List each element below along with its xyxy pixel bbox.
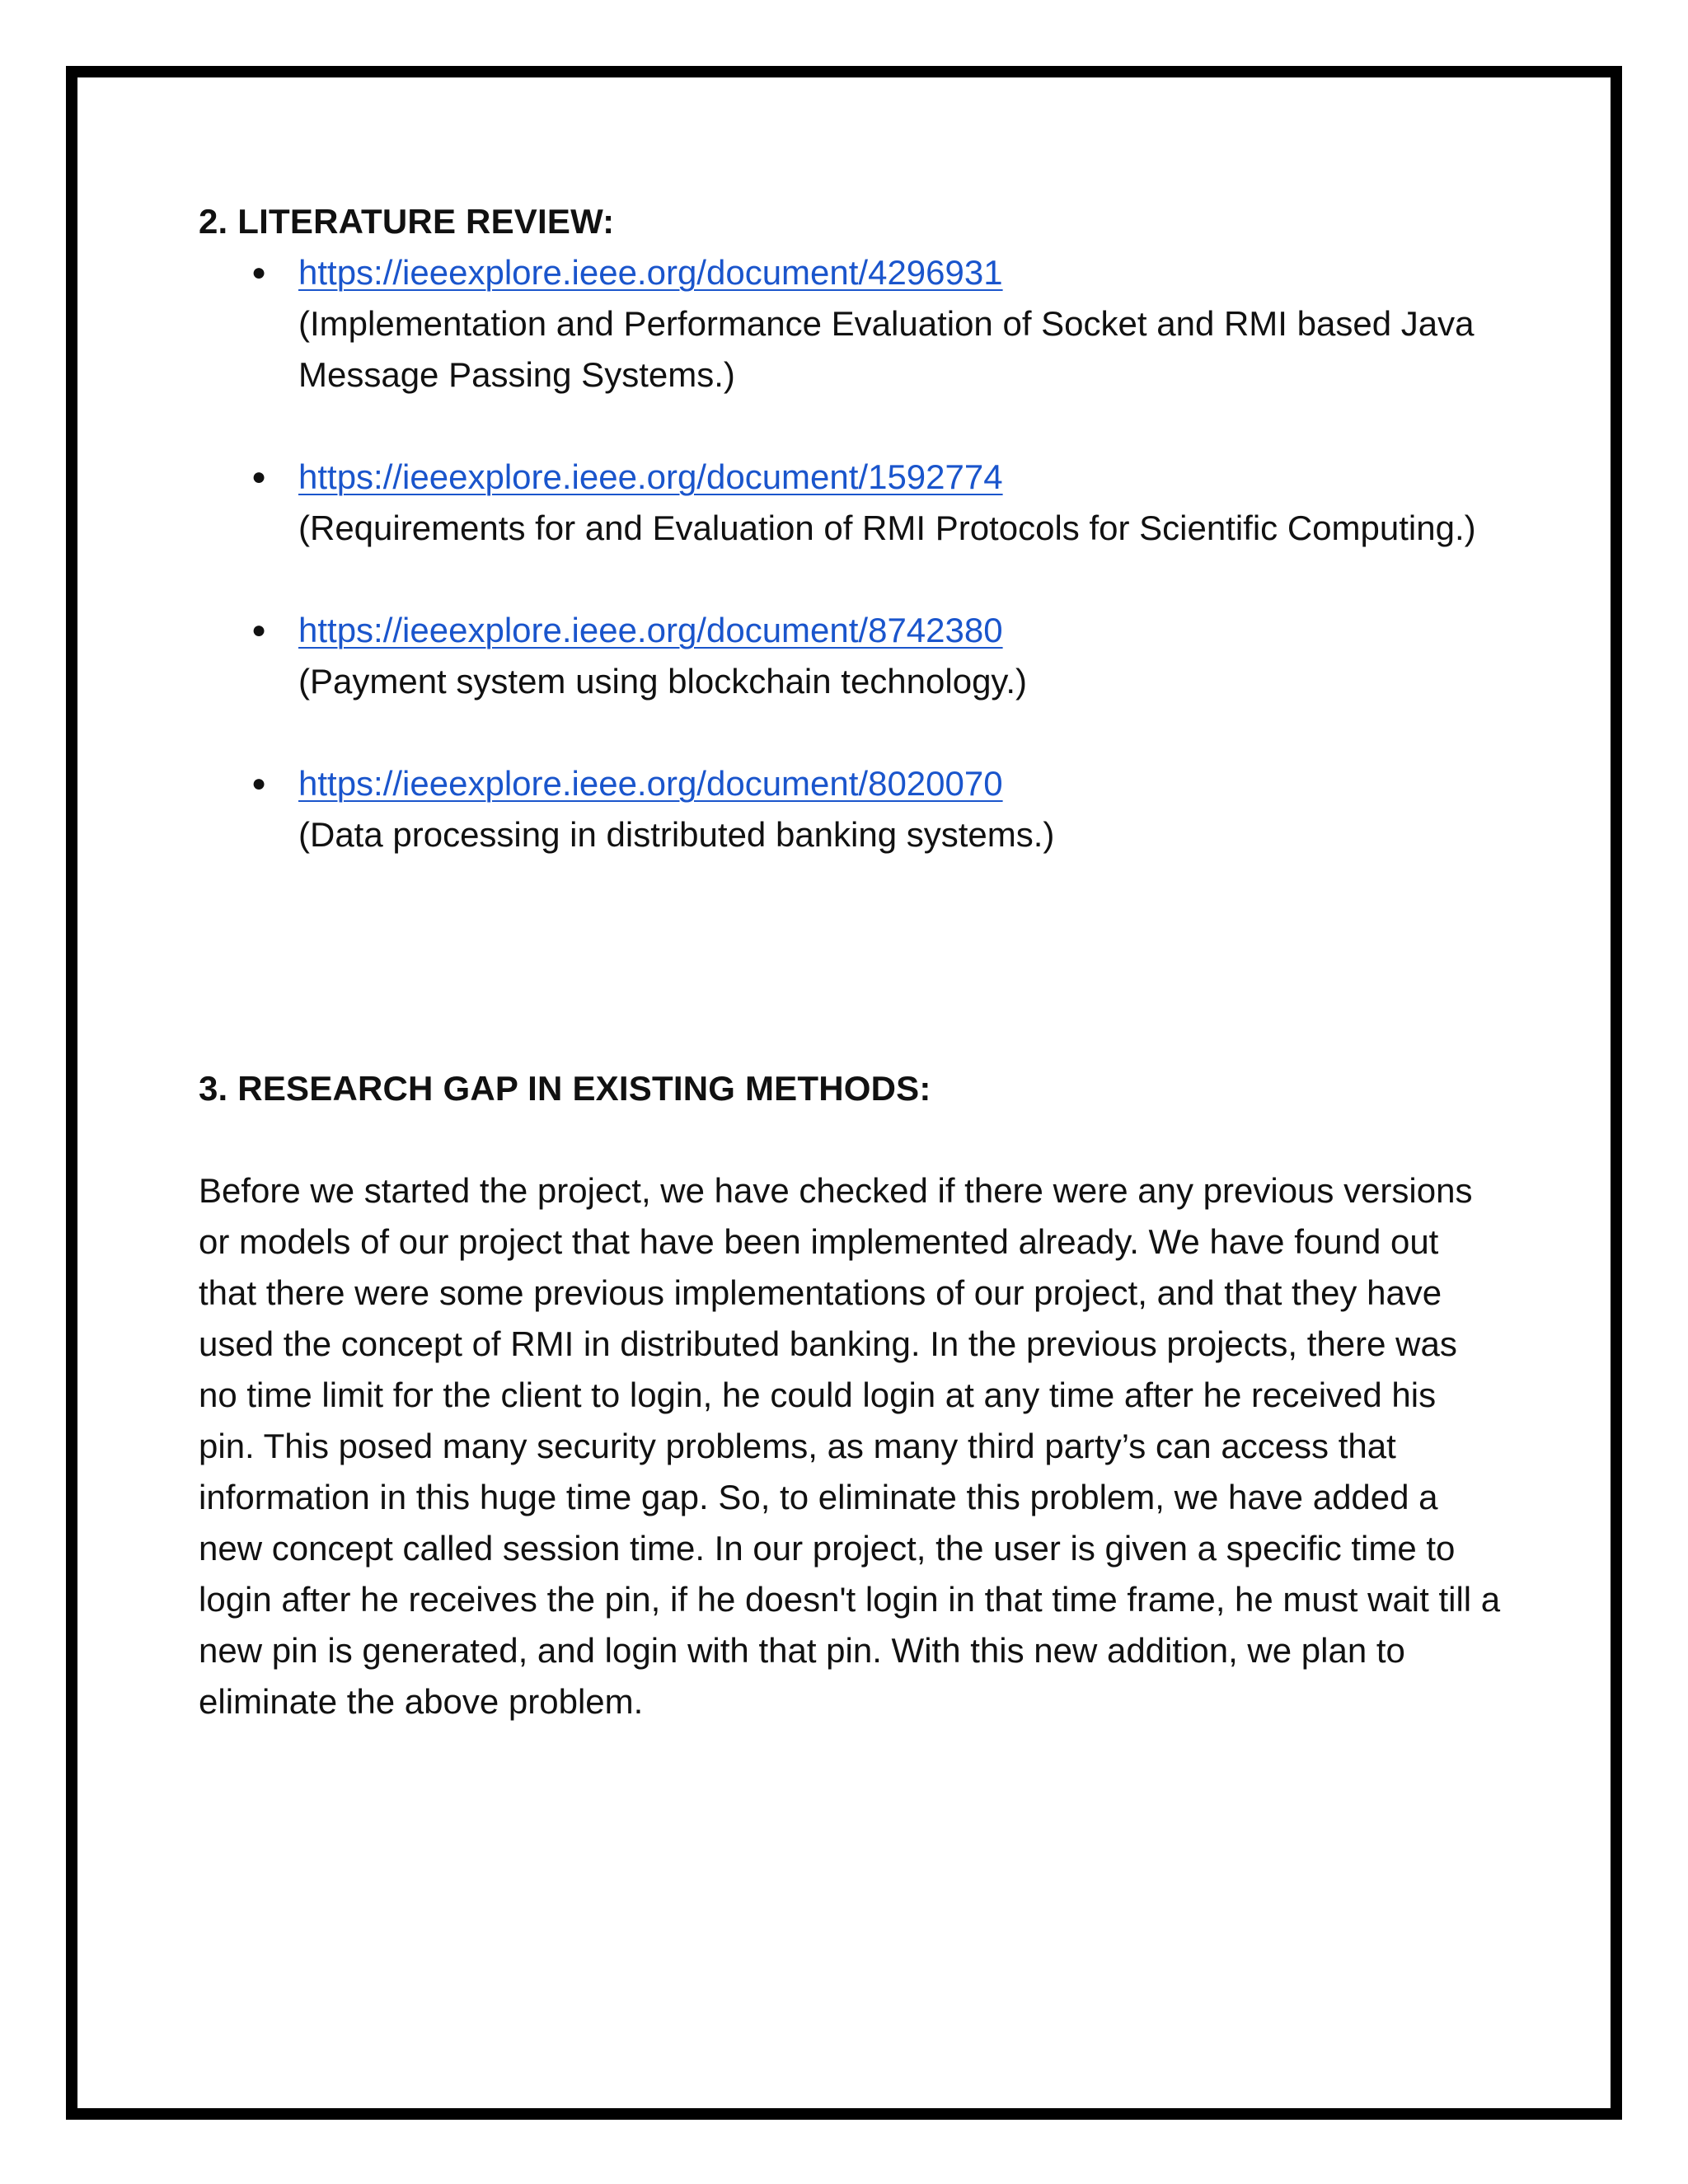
reference-link-1592774[interactable]: https://ieeexplore.ieee.org/document/1592774 bbox=[298, 457, 1003, 496]
literature-review-heading: 2. LITERATURE REVIEW: bbox=[199, 202, 615, 241]
reference-link-8020070[interactable]: https://ieeexplore.ieee.org/document/8020070 bbox=[298, 764, 1003, 803]
research-gap-section bbox=[199, 1063, 1501, 1727]
bullet-icon: ● bbox=[251, 463, 267, 490]
literature-review-section bbox=[199, 196, 1501, 912]
reference-item bbox=[199, 452, 1501, 554]
reference-item bbox=[199, 758, 1501, 860]
bullet-icon: ● bbox=[251, 616, 267, 644]
reference-item bbox=[199, 247, 1501, 401]
bullet-icon: ● bbox=[251, 259, 267, 286]
reference-link-4296931[interactable]: https://ieeexplore.ieee.org/document/4296931 bbox=[298, 253, 1003, 292]
research-gap-paragraph: Before we started the project, we have checked if there were any previous versions or models of our project that have been implemented already. We have found out that there were some previous implementations of our project, and that they have used the concept of RMI in distributed banking. In the previous projects, there was no time limit for the client to login, he could login at any time after he received his pin. This posed many security problems, as many third party’s can access that information in this huge time gap. So, to eliminate this problem, we have added a new concept called session time. In our project, the user is given a specific time to login after he receives the pin, if he doesn't login in that time frame, he must wait till a new pin is generated, and login with that pin. With this new addition, we plan to eliminate the above problem. bbox=[199, 1171, 1501, 1721]
reference-description: (Implementation and Performance Evaluation of Socket and RMI based Java Message Passing Systems.) bbox=[298, 304, 1475, 394]
reference-description: (Requirements for and Evaluation of RMI Protocols for Scientific Computing.) bbox=[298, 509, 1476, 547]
reference-list bbox=[199, 247, 1501, 860]
research-gap-heading: 3. RESEARCH GAP IN EXISTING METHODS: bbox=[199, 1069, 931, 1108]
reference-description: (Data processing in distributed banking systems.) bbox=[298, 815, 1055, 854]
reference-item bbox=[199, 605, 1501, 707]
reference-link-8742380[interactable]: https://ieeexplore.ieee.org/document/8742380 bbox=[298, 611, 1003, 649]
bullet-icon: ● bbox=[251, 770, 267, 797]
reference-description: (Payment system using blockchain technology.) bbox=[298, 662, 1027, 701]
